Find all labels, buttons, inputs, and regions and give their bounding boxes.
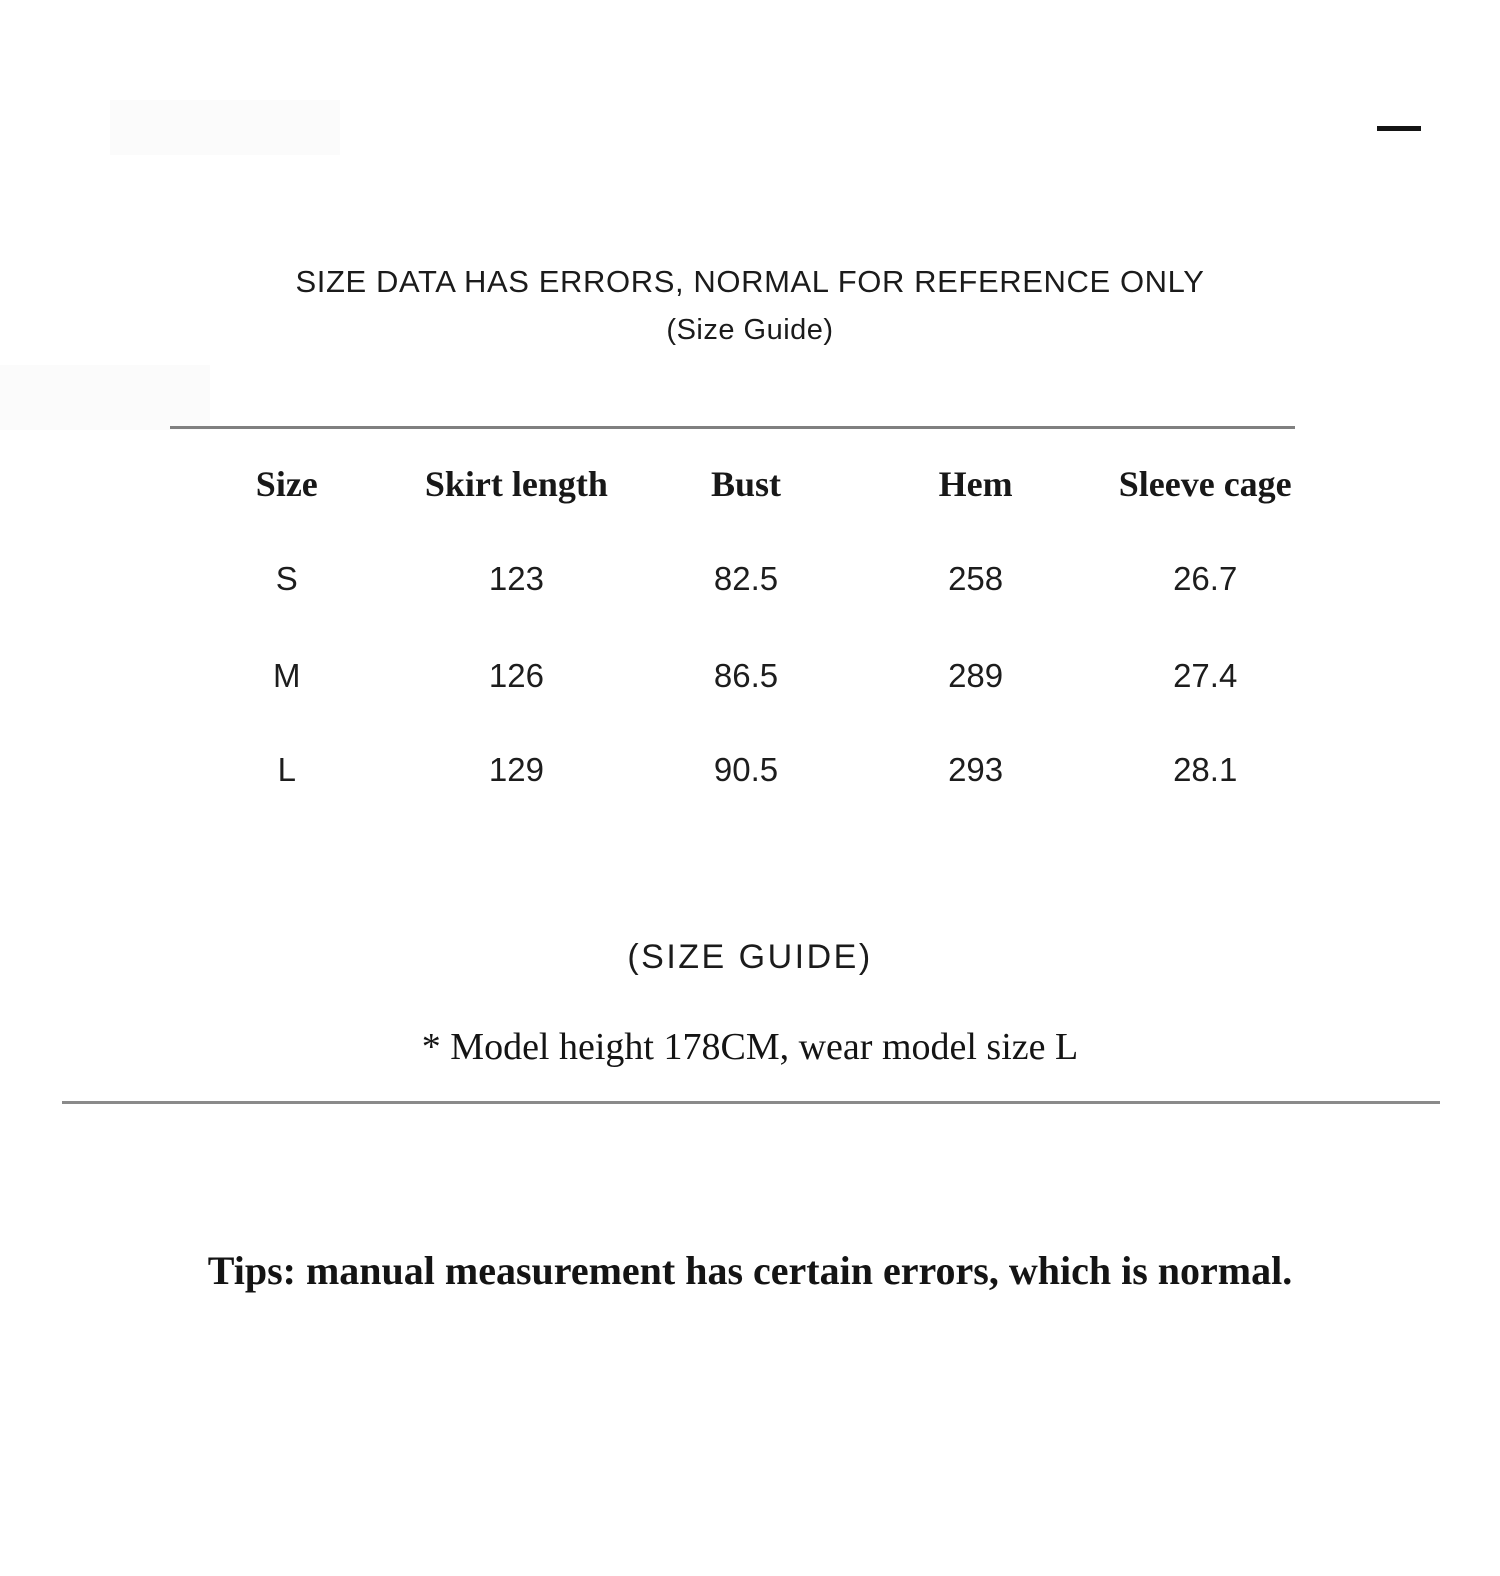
cell-size: S (275, 560, 298, 597)
table-top-rule (170, 426, 1295, 429)
model-height-note: * Model height 178CM, wear model size L (421, 1026, 1079, 1068)
faded-image-artifact (0, 365, 210, 430)
faded-image-artifact (110, 100, 340, 155)
table-row-size-s (172, 560, 1320, 598)
cell-hem: 258 (948, 560, 1004, 597)
cell-sleeve-cage: 27.4 (1173, 657, 1238, 694)
cell-sleeve-cage: 28.1 (1173, 751, 1238, 788)
cell-size: M (273, 657, 301, 694)
cell-size: L (277, 751, 296, 788)
cell-hem: 293 (948, 751, 1004, 788)
table-header-row (172, 463, 1320, 505)
table-row-size-m (172, 657, 1320, 695)
table-row-size-l (172, 751, 1320, 789)
cell-hem: 289 (948, 657, 1004, 694)
column-header-skirt-length: Skirt length (424, 464, 608, 504)
page-subtitle: (Size Guide) (666, 314, 834, 346)
column-header-sleeve-cage: Sleeve cage (1118, 464, 1292, 504)
column-header-size: Size (255, 464, 318, 504)
column-header-hem: Hem (938, 464, 1013, 504)
cell-skirt-length: 129 (488, 751, 544, 788)
cell-skirt-length: 123 (488, 560, 544, 597)
cell-skirt-length: 126 (488, 657, 544, 694)
measurement-tips: Tips: manual measurement has certain errors, which is normal. (207, 1248, 1293, 1293)
minus-dash-icon (1377, 126, 1421, 131)
column-header-bust: Bust (710, 464, 781, 504)
page-title: SIZE DATA HAS ERRORS, NORMAL FOR REFERENCE ONLY (295, 264, 1205, 299)
cell-bust: 86.5 (713, 657, 779, 694)
cell-bust: 90.5 (713, 751, 779, 788)
size-guide-caption: (SIZE GUIDE) (627, 938, 873, 976)
cell-bust: 82.5 (713, 560, 779, 597)
bottom-divider-rule (62, 1101, 1440, 1104)
cell-sleeve-cage: 26.7 (1173, 560, 1238, 597)
